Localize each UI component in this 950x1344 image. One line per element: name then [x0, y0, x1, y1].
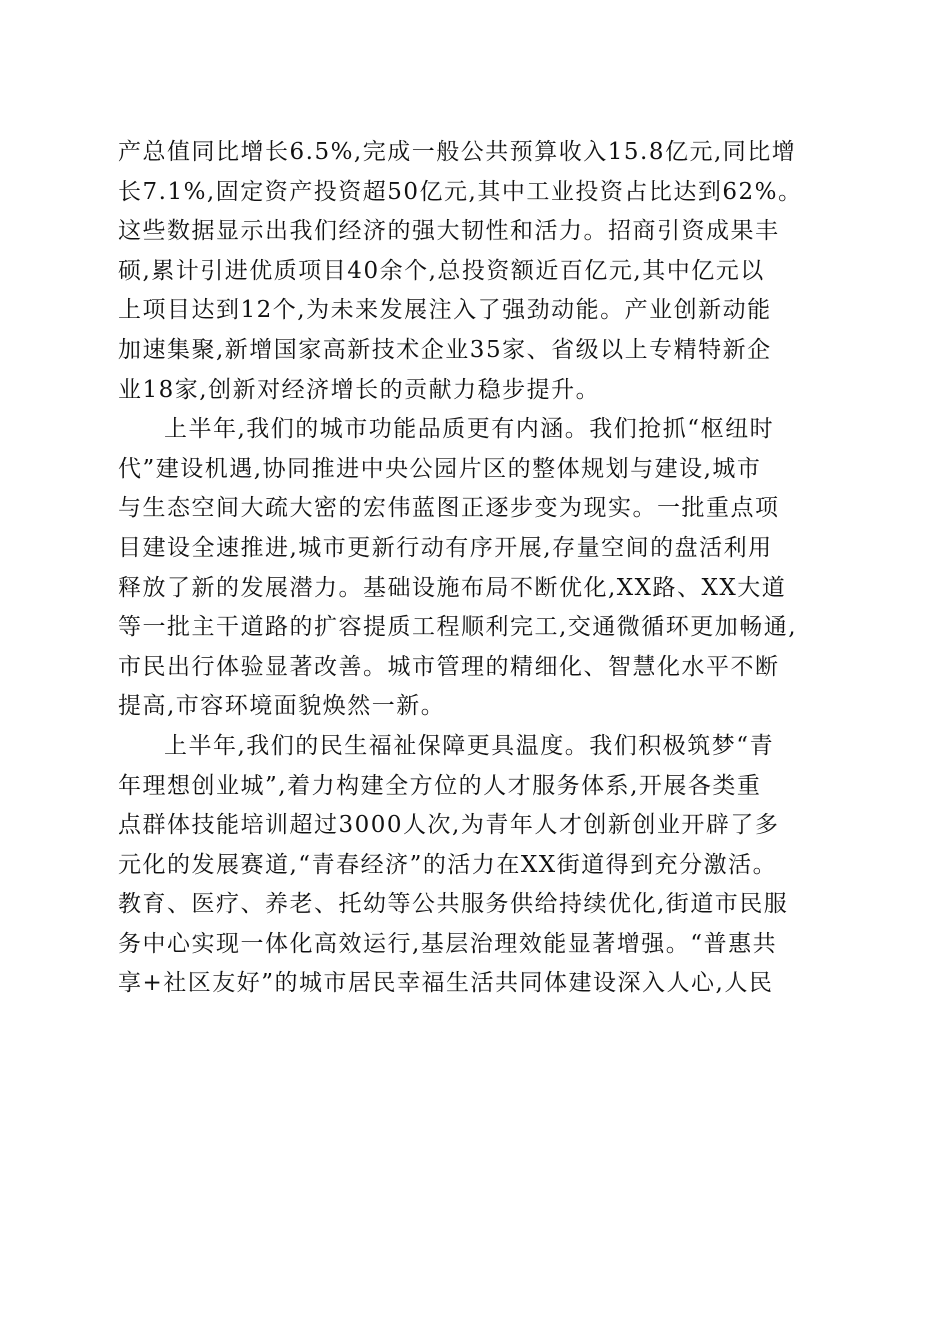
- text-line: 上项目达到12个,为未来发展注入了强劲动能。产业创新动能: [118, 297, 772, 324]
- text-line: 与生态空间大疏大密的宏伟蓝图正逐步变为现实。一批重点项: [118, 495, 780, 522]
- text-line: 提高,市容环境面貌焕然一新。: [118, 693, 446, 720]
- text-line: 务中心实现一体化高效运行,基层治理效能显著增强。“普惠共: [118, 930, 778, 957]
- document-body: [118, 133, 838, 1004]
- text-line: 业18家,创新对经济增长的贡献力稳步提升。: [118, 376, 601, 403]
- text-line: 教育、医疗、养老、托幼等公共服务供给持续优化,街道市民服: [118, 891, 789, 918]
- text-line: 享+社区友好”的城市居民幸福生活共同体建设深入人心,人民: [118, 970, 774, 997]
- text-line: 等一批主干道路的扩容提质工程顺利完工,交通微循环更加畅通,: [118, 614, 798, 641]
- text-line: 产总值同比增长6.5%,完成一般公共预算收入15.8亿元,同比增: [118, 139, 797, 165]
- paragraph-start-line: 上半年,我们的民生福祉保障更具温度。我们积极筑梦“青: [164, 732, 775, 759]
- text-line: 市民出行体验显著改善。城市管理的精细化、智慧化水平不断: [118, 653, 780, 680]
- text-line: 这些数据显示出我们经济的强大韧性和活力。招商引资成果丰: [118, 218, 780, 245]
- text-line: 点群体技能培训超过3000人次,为青年人才创新创业开辟了多: [118, 812, 780, 839]
- text-line: 硕,累计引进优质项目40余个,总投资额近百亿元,其中亿元以: [118, 257, 765, 284]
- paragraph-start-line: 上半年,我们的城市功能品质更有内涵。我们抢抓“枢纽时: [164, 416, 775, 443]
- text-line: 长7.1%,固定资产投资超50亿元,其中工业投资占比达到62%。: [118, 178, 803, 205]
- text-line: 年理想创业城”,着力构建全方位的人才服务体系,开展各类重: [118, 772, 762, 799]
- text-line: 目建设全速推进,城市更新行动有序开展,存量空间的盘活利用: [118, 534, 773, 561]
- text-line: 元化的发展赛道,“青春经济”的活力在XX街道得到充分激活。: [118, 851, 778, 878]
- text-line: 释放了新的发展潜力。基础设施布局不断优化,XX路、XX大道: [118, 574, 787, 601]
- text-line: 加速集聚,新增国家高新技术企业35家、省级以上专精特新企: [118, 336, 772, 363]
- text-line: 代”建设机遇,协同推进中央公园片区的整体规划与建设,城市: [118, 455, 762, 482]
